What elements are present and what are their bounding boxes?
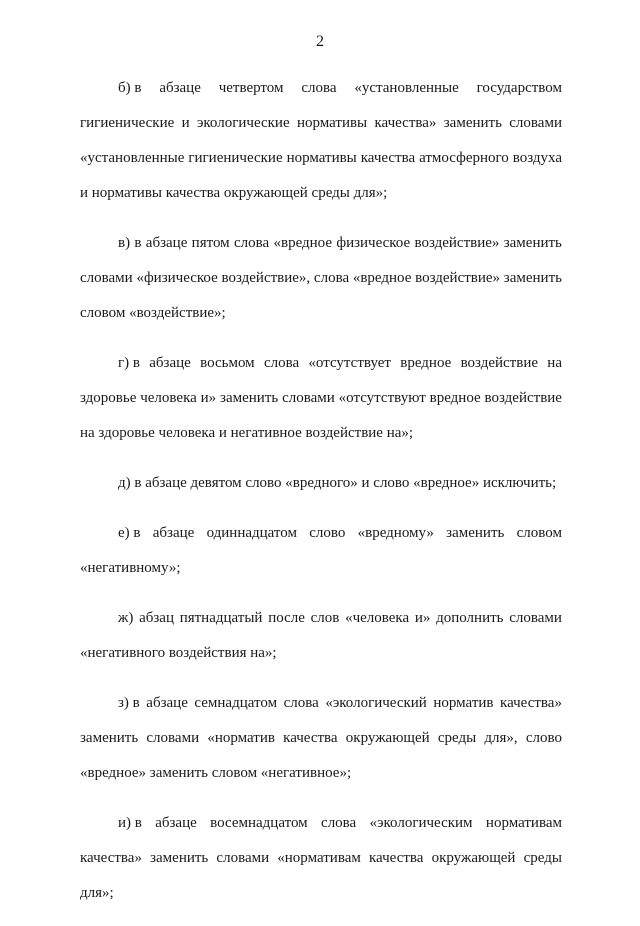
word: качества» (374, 115, 437, 131)
text-line: для»; (80, 885, 114, 901)
word: и (181, 115, 190, 131)
word: качества» (80, 850, 142, 866)
document-body (80, 71, 562, 926)
text-line (80, 601, 562, 636)
text-line: «негативному»; (80, 560, 181, 576)
paragraph-b (80, 71, 562, 211)
text-line: д) в абзаце девятом слово «вредного» и слово «вредное» исключить; (118, 475, 557, 491)
text-line (80, 721, 562, 756)
word: воздействие (484, 390, 562, 406)
word: заменить (503, 270, 562, 286)
text-line: «вредное» заменить словом «негативное»; (80, 765, 352, 781)
word: одиннадцатом (206, 525, 297, 541)
word: «установленные (80, 150, 185, 166)
word: «вредное (273, 235, 333, 251)
text-line (80, 141, 562, 176)
word: пятнадцатый (179, 610, 263, 626)
word: слов (310, 610, 340, 626)
word: восемнадцатом (210, 815, 308, 831)
word: абзаце (146, 695, 188, 711)
word: словами (509, 610, 562, 626)
word: и) в (118, 815, 142, 831)
word: абзац (139, 610, 174, 626)
word: воздействие», (221, 270, 311, 286)
word: качества (369, 850, 424, 866)
word: физическое (336, 235, 411, 251)
paragraph-zh (80, 601, 562, 671)
word: слова (263, 355, 300, 371)
word: «отсутствуют (338, 390, 426, 406)
word: «установленные (354, 80, 459, 96)
word: человека (140, 390, 197, 406)
word: словами (282, 390, 335, 406)
word: заменить (446, 525, 505, 541)
word: гигиенические (80, 115, 175, 131)
text-line: и нормативы качества окружающей среды для»; (80, 185, 388, 201)
word: и» (414, 610, 431, 626)
word: слова (321, 815, 357, 831)
word: атмосферного (419, 150, 509, 166)
word: абзаце (145, 235, 188, 251)
word: в) (118, 235, 131, 251)
word: на (547, 355, 562, 371)
word: государством (476, 80, 562, 96)
word: «вредное (352, 270, 412, 286)
word: нормативы (286, 150, 357, 166)
word: «экологический (325, 695, 427, 711)
word: семнадцатом (194, 695, 278, 711)
word: для», (484, 730, 518, 746)
word: окружающей (431, 850, 516, 866)
paragraph-i (80, 806, 562, 911)
text-line: словом «воздействие»; (80, 305, 226, 321)
word: слова (233, 235, 270, 251)
word: «человека (345, 610, 410, 626)
word: слова (283, 695, 319, 711)
word: качества» (500, 695, 562, 711)
text-line (80, 841, 562, 876)
paragraph-g (80, 346, 562, 451)
word: дополнить (436, 610, 504, 626)
word: качества (360, 150, 416, 166)
text-line (80, 806, 562, 841)
word: заменить (443, 115, 502, 131)
word: словами (146, 730, 200, 746)
word: воздействие» (414, 235, 500, 251)
word: восьмом (200, 355, 255, 371)
word: пятом (191, 235, 230, 251)
text-line (80, 516, 562, 551)
text-line (80, 381, 562, 416)
word: «физическое (136, 270, 218, 286)
word: слова (313, 270, 350, 286)
text-line (80, 346, 562, 381)
paragraph-z (80, 686, 562, 791)
paragraph-e (80, 516, 562, 586)
word: нормативам (485, 815, 562, 831)
word: среды (437, 730, 477, 746)
text-line (80, 261, 562, 296)
word: абзаце (155, 815, 197, 831)
word: словами (80, 270, 133, 286)
text-line: «негативного воздействия на»; (80, 645, 277, 661)
word: заменить (220, 390, 279, 406)
word: б) в (118, 80, 142, 96)
word: заменить (503, 235, 562, 251)
word: ж) (118, 610, 134, 626)
word: среды (523, 850, 562, 866)
word: воздействие (460, 355, 539, 371)
word: словами (509, 115, 562, 131)
word: «норматив (207, 730, 275, 746)
text-line (80, 71, 562, 106)
word: «экологическим (369, 815, 473, 831)
word: после (268, 610, 305, 626)
word: вредное (400, 355, 452, 371)
word: словами (216, 850, 270, 866)
text-line (80, 106, 562, 141)
word: нормативы (296, 115, 368, 131)
word: качества (283, 730, 338, 746)
word: заменить (80, 730, 139, 746)
word: г) в (118, 355, 140, 371)
word: в (134, 235, 142, 251)
word: и» (200, 390, 217, 406)
word: слова (301, 80, 337, 96)
word: четвертом (218, 80, 284, 96)
word: е) в (118, 525, 141, 541)
word: заменить (150, 850, 209, 866)
word: гигиенические (188, 150, 283, 166)
word: абзаце (159, 80, 201, 96)
word: вредное (429, 390, 481, 406)
word: словом (516, 525, 562, 541)
text-line (80, 226, 562, 261)
word: слово (525, 730, 562, 746)
text-line: на здоровье человека и негативное воздействие на»; (80, 425, 414, 441)
text-line (80, 686, 562, 721)
word: «отсутствует (308, 355, 391, 371)
paragraph-d (80, 466, 562, 501)
word: слово (309, 525, 346, 541)
word: норматив (433, 695, 494, 711)
paragraph-v (80, 226, 562, 331)
word: воздуха (512, 150, 562, 166)
word: абзаце (149, 355, 191, 371)
word: з) в (118, 695, 140, 711)
page-number: 2 (316, 33, 324, 50)
word: здоровье (80, 390, 137, 406)
word: воздействие» (415, 270, 501, 286)
word: экологические (196, 115, 290, 131)
word: окружающей (345, 730, 430, 746)
word: «вредному» (357, 525, 434, 541)
word: абзаце (152, 525, 195, 541)
word: «нормативам (277, 850, 361, 866)
